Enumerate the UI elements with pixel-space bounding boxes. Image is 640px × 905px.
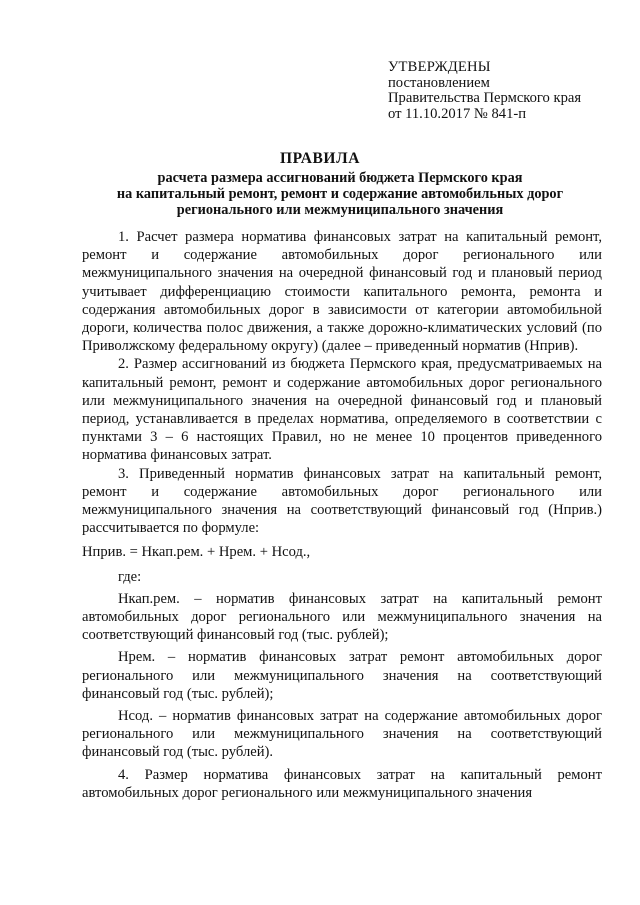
document-subtitle: [80, 170, 600, 218]
where-label: где:: [118, 568, 142, 585]
paragraph-4: 4. Размер норматива финансовых затрат на капитальный ремонт автомобильных дорог регионального или межмуниципального значения: [82, 766, 602, 801]
formula: Нприв. = Нкап.рем. + Нрем. + Нсод.,: [82, 544, 311, 561]
subtitle-line: расчета размера ассигнований бюджета Пермского края: [157, 170, 523, 186]
approval-stamp: [388, 60, 628, 122]
paragraph-2: 2. Размер ассигнований из бюджета Пермского края, предусматриваемых на капитальный ремонт, ремонт и содержание автомобильных дорог регионального или межмуниципального значения на очередной финансовый год и плановый период, устанавливается в пределах норматива, определяемого в соответствии с пунктами 3 – 6 настоящих Правил, но не менее 10 процентов приведенного норматива финансовых затрат.: [82, 356, 602, 464]
subtitle-line: регионального или межмуниципального значения: [176, 202, 504, 218]
document-title: ПРАВИЛА: [279, 150, 361, 167]
paragraph-1: 1. Расчет размера норматива финансовых затрат на капитальный ремонт, ремонт и содержание автомобильных дорог регионального или межмуниципального значения на очередной финансовый год и плановый период учитывает дифференциацию стоимости капитального ремонта, ремонта и содержания автомобильных дорог в зависимости от категории автомобильной дороги, количества полос движения, а также дорожно-климатических условий (по Приволжскому федеральному округу) (далее – приведенный норматив (Нприв).: [82, 229, 602, 355]
subtitle-line: на капитальный ремонт, ремонт и содержание автомобильных дорог: [116, 186, 564, 202]
definition-maintenance: Нсод. – норматив финансовых затрат на содержание автомобильных дорог регионального или межмуниципального значения на соответствующий финансовый год (тыс. рублей).: [82, 708, 602, 761]
approval-line: постановлением: [388, 74, 490, 91]
definition-capital-repair: Нкап.рем. – норматив финансовых затрат на капитальный ремонт автомобильных дорог регионального или межмуниципального значения на соответствующий финансовый год (тыс. рублей);: [82, 590, 602, 644]
document-body: [82, 228, 602, 802]
approval-line: Правительства Пермского края: [388, 90, 582, 106]
paragraph-3: 3. Приведенный норматив финансовых затрат на капитальный ремонт, ремонт и содержание автомобильных дорог регионального или межмуниципального значения на соответствующий финансовый год (Нприв.) рассчитывается по формуле:: [82, 465, 602, 537]
approval-title: УТВЕРЖДЕНЫ: [388, 59, 491, 75]
definition-repair: Нрем. – норматив финансовых затрат ремонт автомобильных дорог регионального или межмуниципального значения на соответствующий финансовый год (тыс. рублей);: [82, 649, 602, 702]
approval-date-number: от 11.10.2017 № 841-п: [388, 105, 527, 122]
